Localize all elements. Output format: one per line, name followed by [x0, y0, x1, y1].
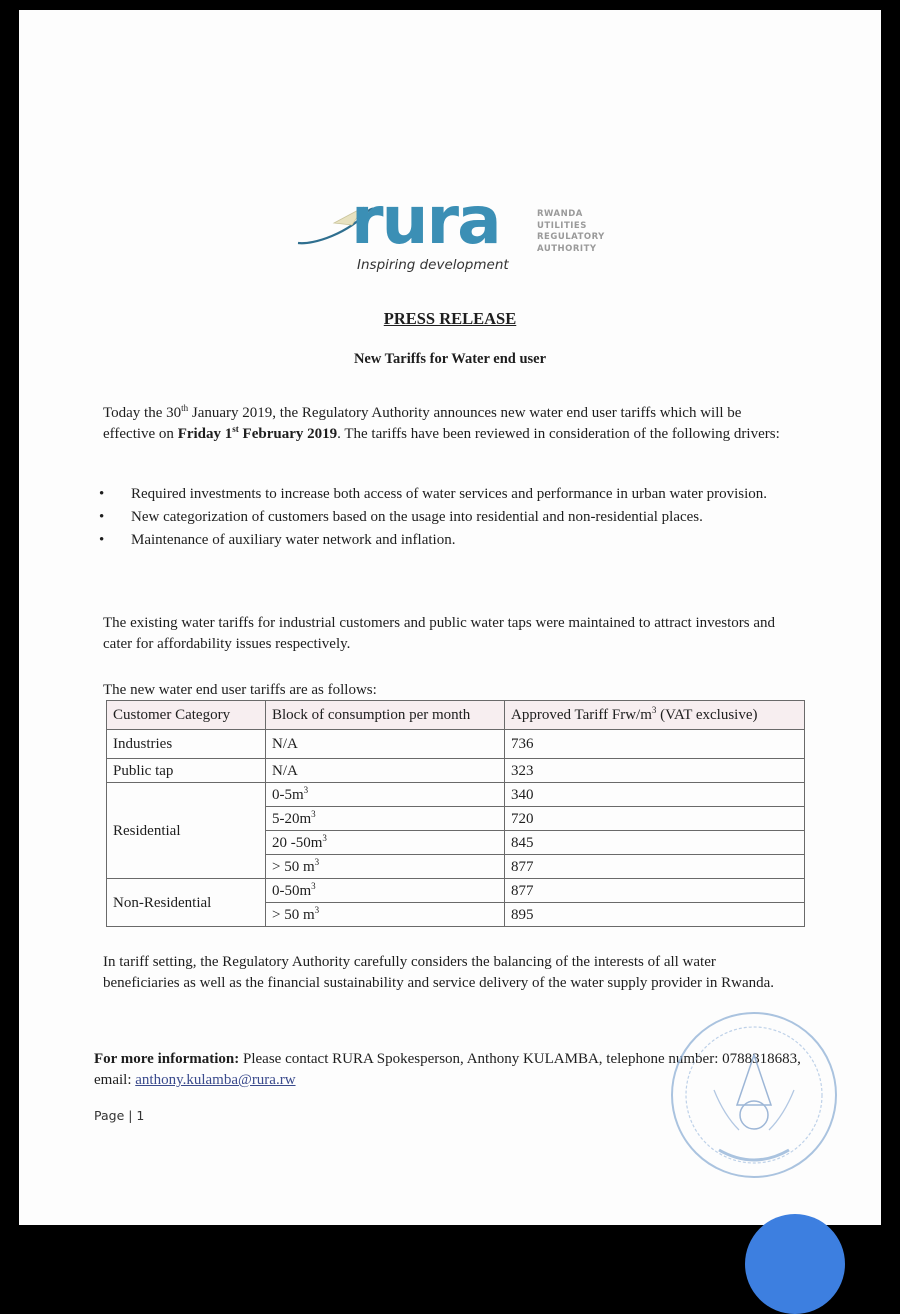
bullet-icon: • [99, 486, 105, 502]
unit-exponent: 3 [314, 904, 320, 915]
org-line: AUTHORITY [537, 243, 597, 254]
date-text: Friday 1 [177, 426, 233, 442]
cell-tariff: 877 [505, 855, 805, 879]
contact-label: For more information: [94, 1051, 240, 1067]
cell-category: Residential [107, 783, 266, 879]
cell-category: Non-Residential [107, 879, 266, 927]
org-line: RWANDA [537, 209, 583, 219]
cell-block [266, 831, 505, 855]
page-number: Page | 1 [94, 1108, 145, 1123]
bullet-icon: • [99, 509, 105, 525]
closing-paragraph: In tariff setting, the Regulatory Authority carefully considers the balancing of the interests of all water beneficiaries as well as the financial sustainability and service delivery of the water supply provider in Rwanda. [103, 954, 775, 991]
table-intro: The new water end user tariffs are as follows: [103, 682, 377, 698]
list-item [97, 530, 783, 551]
unit-exponent: 3 [322, 832, 327, 843]
ordinal-suffix: th [181, 403, 189, 413]
header-category: Customer Category [107, 701, 266, 730]
contact-text: Please contact RURA Spokesperson, Anthony KULAMBA, telephone number: 0788318683, email: [94, 1051, 801, 1088]
list-item [97, 484, 783, 505]
block-text: > 50 m [272, 858, 315, 875]
cell-block [266, 879, 505, 903]
tariff-table [106, 700, 805, 927]
unit-exponent: 3 [311, 808, 316, 819]
cell-tariff: 736 [505, 730, 805, 759]
intro-text: . The tariffs have been reviewed in consideration of the following drivers: [337, 426, 780, 442]
existing-tariffs-paragraph: The existing water tariffs for industrial customers and public water taps were maintained to attract investors and cater for affordability issues respectively. [103, 615, 776, 652]
header-tariff [505, 701, 805, 730]
cell-block [266, 807, 505, 831]
table-row [107, 759, 805, 783]
intro-text: January 2019, the Regulatory Authority announces new water end user tariffs which will be effective on [103, 405, 742, 442]
list-item [97, 507, 783, 528]
press-release-label: PRESS RELEASE [383, 309, 517, 328]
unit-exponent: 3 [303, 784, 309, 795]
org-line: UTILITIES [537, 220, 587, 231]
official-stamp-icon [659, 1000, 849, 1190]
cell-block [266, 855, 505, 879]
cell-tariff: 845 [505, 831, 805, 855]
header-text: Approved Tariff Frw/m [511, 707, 652, 723]
logo-org-name [537, 209, 605, 255]
rura-logo [289, 182, 629, 285]
cell-tariff: 720 [505, 807, 805, 831]
table-header-row [107, 701, 805, 730]
table-row [107, 879, 805, 903]
floating-action-button[interactable] [745, 1214, 845, 1314]
org-line: REGULATORY [537, 232, 605, 242]
unit-exponent: 3 [651, 705, 657, 715]
date-text: February 2019 [238, 426, 338, 442]
effective-date [178, 426, 337, 442]
unit-exponent: 3 [311, 880, 316, 891]
cell-block: N/A [266, 759, 505, 783]
block-text: 0-5m [272, 786, 304, 803]
block-text: > 50 m [272, 906, 315, 923]
list-item-text: New categorization of customers based on the usage into residential and non-residential places. [131, 509, 703, 525]
cell-tariff: 323 [505, 759, 805, 783]
drivers-list [97, 484, 783, 553]
cell-tariff: 340 [505, 783, 805, 807]
cell-category: Industries [107, 730, 266, 759]
ordinal-suffix: st [232, 424, 239, 434]
list-item-text: Maintenance of auxiliary water network and inflation. [131, 532, 456, 548]
intro-text: Today the 30 [103, 405, 182, 421]
cell-block: N/A [266, 730, 505, 759]
cell-tariff: 895 [505, 903, 805, 927]
list-item-text: Required investments to increase both access of water services and performance in urban water provision. [131, 486, 768, 502]
cell-block [266, 903, 505, 927]
cell-category: Public tap [107, 759, 266, 783]
logo-wordmark: rura [351, 182, 500, 259]
cell-tariff: 877 [505, 879, 805, 903]
unit-exponent: 3 [314, 856, 320, 867]
table-row [107, 783, 805, 807]
logo-tagline: Inspiring development [357, 257, 509, 273]
intro-paragraph [103, 403, 783, 445]
header-text: (VAT exclusive) [656, 707, 758, 723]
cell-block [266, 783, 505, 807]
block-text: 5-20m [272, 810, 312, 827]
bullet-icon: • [99, 532, 105, 548]
header-block: Block of consumption per month [266, 701, 505, 730]
document-page [19, 10, 881, 1225]
block-text: 0-50m [272, 882, 312, 899]
table-row [107, 730, 805, 759]
document-title: New Tariffs for Water end user [353, 351, 547, 367]
email-link[interactable]: anthony.kulamba@rura.rw [135, 1072, 296, 1088]
block-text: 20 -50m [272, 834, 323, 851]
